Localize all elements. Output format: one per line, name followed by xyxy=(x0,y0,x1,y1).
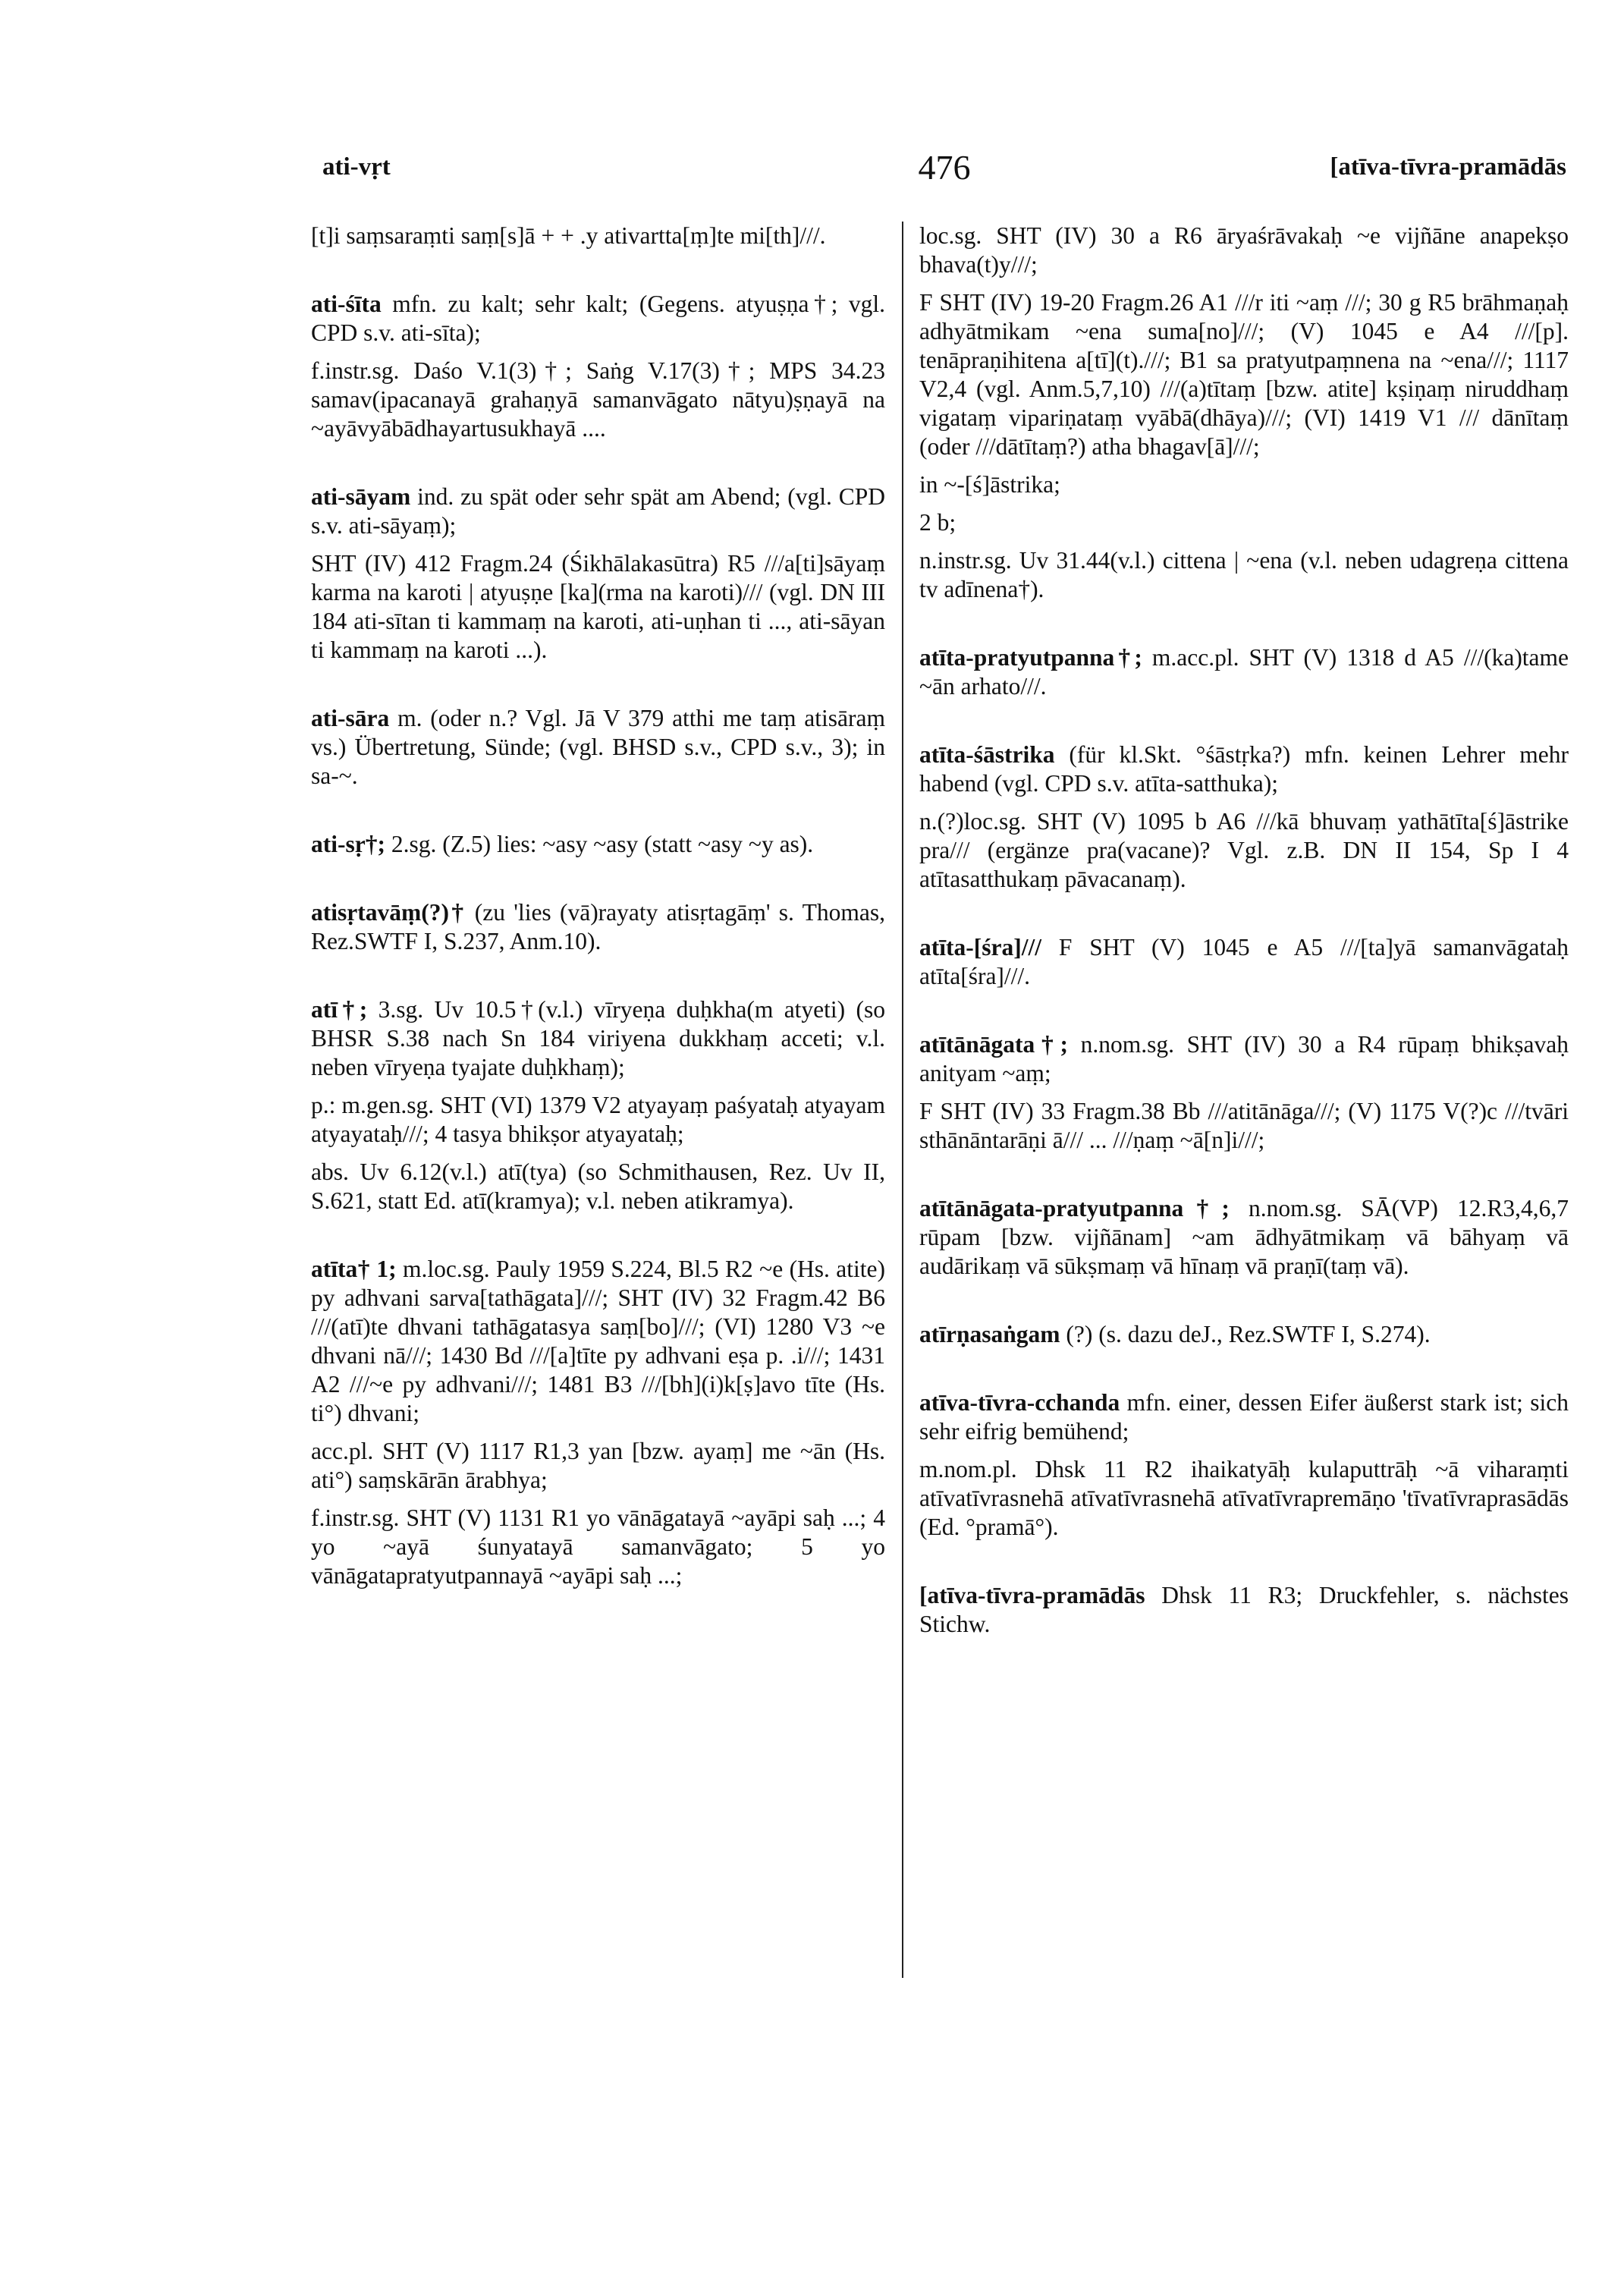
entry-paragraph xyxy=(919,1194,1569,1281)
entry-text: acc.pl. SHT (V) 1117 R1,3 yan [bzw. ayaṃ] me ~ān (Hs. ati°) saṃskārān ārabhya; xyxy=(311,1438,885,1493)
entry-paragraph xyxy=(311,290,885,347)
entry-text: SHT (IV) 412 Fragm.24 (Śikhālakasūtra) R5 ///a[ti]sāyaṃ karma na karoti | atyuṣṇe [ka](rma na karoti)/// (vgl. DN III 184 ati-sītan ti kammaṃ na karoti, ati-uṇhan ti ..., ati-sāyan ti kammaṃ na karoti ...). xyxy=(311,550,885,663)
entry-text: mfn. zu kalt; sehr kalt; (Gegens. atyuṣṇa†; vgl. CPD s.v. ati-sīta); xyxy=(311,291,885,346)
entry-text: mfn. einer, dessen Eifer äußerst stark ist; sich sehr eifrig bemühend; xyxy=(919,1389,1569,1445)
dictionary-entry xyxy=(919,222,1569,604)
entry-paragraph xyxy=(311,898,885,956)
entry-text: p.: m.gen.sg. SHT (VI) 1379 V2 atyayaṃ paśyataḥ atyayam atyayataḥ///; 4 tasya bhikṣor atyayataḥ; xyxy=(311,1092,885,1147)
dictionary-entry xyxy=(919,1388,1569,1542)
dictionary-entry xyxy=(919,1581,1569,1639)
headword: atīta-pratyutpanna†; xyxy=(919,644,1142,671)
dictionary-entry xyxy=(311,222,885,250)
entry-text: F SHT (V) 1045 e A5 ///[ta]yā samanvāgataḥ atīta[śra]///. xyxy=(919,934,1569,989)
dictionary-entry xyxy=(311,483,885,665)
entry-paragraph xyxy=(919,1030,1569,1088)
entry-text: (für kl.Skt. °śāstṛka?) mfn. keinen Lehrer mehr habend (vgl. CPD s.v. atīta-satthuka); xyxy=(919,741,1569,797)
dictionary-entry xyxy=(311,995,885,1215)
entry-text: 2 b; xyxy=(919,509,956,536)
page-number: 476 xyxy=(918,148,971,187)
dictionary-entry xyxy=(311,830,885,859)
entry-text: 3.sg. Uv 10.5†(v.l.) vīryeṇa duḥkha(m atyeti) (so BHSR S.38 nach Sn 184 viriyena dukkhaṃ acceti; v.l. neben vīryeṇa tyajate duḥkhaṃ); xyxy=(311,996,886,1080)
entry-paragraph xyxy=(919,933,1569,991)
headword: atīta-[śra]/// xyxy=(919,934,1041,961)
entry-text: n.instr.sg. Uv 31.44(v.l.) cittena | ~ena (v.l. neben udagreṇa cittena tv adīnena†). xyxy=(919,547,1569,602)
headword: ati-sṛ†; xyxy=(311,831,385,857)
entry-paragraph xyxy=(919,546,1569,604)
entry-paragraph xyxy=(311,1091,885,1149)
headword: atītānāgata†; xyxy=(919,1031,1068,1058)
entry-paragraph xyxy=(919,470,1569,499)
entry-text: m.loc.sg. Pauly 1959 S.224, Bl.5 R2 ~e (Hs. atite) py adhvani sarva[tathāgata]///; SHT (IV) 32 Fragm.42 B6 ///(atī)te dhvani tathāgatasya saṃ[bo]///; (VI) 1280 V3 ~e dhvani nā///; 1430 Bd ///[a]tīte py adhvani eṣa p. .i///; 1431 A2 ///~e py adhvani///; 1481 B3 ///[bh](i)k[ṣ]avo tīte (Hs. ti°) dhvani; xyxy=(311,1256,886,1426)
entry-text: m.acc.pl. SHT (V) 1318 d A5 ///(ka)tame ~ān arhato///. xyxy=(919,644,1569,700)
entry-paragraph xyxy=(311,222,885,250)
page-header xyxy=(322,148,1566,199)
entry-text: (?) (s. dazu deJ., Rez.SWTF I, S.274). xyxy=(1066,1321,1431,1347)
entry-text: m.nom.pl. Dhsk 11 R2 ihaikatyāḥ kulaputtrāḥ ~ā viharaṃti atīvatīvrasnehā atīvatīvrasnehā atīvatīvrapremāṇo 'tīvatīvraprasādās (Ed. °pramā°). xyxy=(919,1456,1569,1540)
running-head-right: [atīva-tīvra-pramādās xyxy=(1330,153,1566,181)
entry-text: n.nom.sg. SĀ(VP) 12.R3,4,6,7 rūpam [bzw. vijñānam] ~am ādhyātmikaṃ vā bāhyaṃ vā audārikaṃ vā sūkṣmaṃ vā hīnaṃ vā praṇī(taṃ vā). xyxy=(919,1195,1569,1279)
headword: atītānāgata-pratyutpanna†; xyxy=(919,1195,1230,1221)
entry-paragraph xyxy=(919,1388,1569,1446)
entry-paragraph xyxy=(311,704,885,791)
entry-paragraph xyxy=(919,222,1569,279)
headword: ati-sāra xyxy=(311,705,390,731)
dictionary-entry xyxy=(311,898,885,956)
entry-paragraph xyxy=(311,1255,885,1428)
entry-text: loc.sg. SHT (IV) 30 a R6 āryaśrāvakaḥ ~e vijñāne anapekṣo bhava(t)y///; xyxy=(919,222,1569,278)
entry-text: [t]i saṃsaraṃti saṃ[s]ā + + .y ativartta[ṃ]te mi[th]///. xyxy=(311,222,826,249)
entry-text: ind. zu spät oder sehr spät am Abend; (vgl. CPD s.v. ati-sāyaṃ); xyxy=(311,483,885,539)
dictionary-entry xyxy=(311,1255,885,1590)
left-column xyxy=(311,222,885,1630)
headword: ati-śīta xyxy=(311,291,382,317)
entry-paragraph xyxy=(919,1581,1569,1639)
headword: atī†; xyxy=(311,996,368,1023)
entry-text: abs. Uv 6.12(v.l.) atī(tya) (so Schmithausen, Rez. Uv II, S.621, statt Ed. atī(kramya); v.l. neben atikramya). xyxy=(311,1159,885,1214)
entry-text: m. (oder n.? Vgl. Jā V 379 atthi me taṃ atisāraṃ vs.) Übertretung, Sünde; (vgl. BHSD s.v., CPD s.v., 3); in sa-~. xyxy=(311,705,885,789)
entry-paragraph xyxy=(919,1097,1569,1155)
entry-paragraph xyxy=(919,288,1569,461)
headword: [atīva-tīvra-pramādās xyxy=(919,1582,1145,1608)
entry-text: F SHT (IV) 19-20 Fragm.26 A1 ///r iti ~aṃ ///; 30 g R5 brāhmaṇaḥ adhyātmikam ~ena suma[no]///; (V) 1045 e A4 ///[p]. tenāpraṇihitena a[tī](t).///; B1 sa pratyutpaṃnena na ~ena///; 1117 V2,4 (vgl. Anm.5,7,10) ///(a)tītaṃ [bzw. atite] kṣiṇaṃ niruddhaṃ vigataṃ vipariṇataṃ vyābā(dhāya)///; (VI) 1419 V1 /// dānītaṃ (oder ///dātītaṃ?) atha bhagav[ā]///; xyxy=(919,289,1569,460)
entry-text: f.instr.sg. SHT (V) 1131 R1 yo vānāgatayā ~ayāpi saḥ ...; 4 yo ~ayā śunyatayā samanvāgato; 5 yo vānāgatapratyutpannayā ~ayāpi saḥ ...; xyxy=(311,1504,885,1589)
entry-paragraph xyxy=(919,1455,1569,1542)
entry-text: 2.sg. (Z.5) lies: ~asy ~asy (statt ~asy ~y as). xyxy=(391,831,814,857)
entry-paragraph xyxy=(311,357,885,443)
running-head-left: ati-vṛt xyxy=(322,153,391,181)
entry-paragraph xyxy=(311,1504,885,1590)
entry-text: Dhsk 11 R3; Druckfehler, s. nächstes Stichw. xyxy=(919,1582,1569,1637)
dictionary-entry xyxy=(919,933,1569,991)
entry-paragraph xyxy=(311,995,885,1082)
entry-text: in ~-[ś]āstrika; xyxy=(919,471,1060,498)
entry-text: n.nom.sg. SHT (IV) 30 a R4 rūpaṃ bhikṣavaḥ anityam ~aṃ; xyxy=(919,1031,1569,1086)
entry-paragraph xyxy=(311,1437,885,1495)
entry-paragraph xyxy=(311,1158,885,1215)
right-column xyxy=(919,222,1569,1678)
headword: atīrṇasaṅgam xyxy=(919,1321,1060,1347)
entry-text: F SHT (IV) 33 Fragm.38 Bb ///atitānāga///; (V) 1175 V(?)c ///tvāri sthānāntarāṇi ā/// ... ///ṇaṃ ~ā[n]i///; xyxy=(919,1098,1569,1153)
headword: atīva-tīvra-cchanda xyxy=(919,1389,1120,1416)
headword: atisṛtavāṃ(?)† xyxy=(311,899,466,926)
headword: ati-sāyam xyxy=(311,483,411,510)
entry-paragraph xyxy=(311,483,885,540)
headword: atīta† 1; xyxy=(311,1256,397,1282)
entry-paragraph xyxy=(311,830,885,859)
dictionary-entry xyxy=(919,1320,1569,1349)
entry-paragraph xyxy=(919,1320,1569,1349)
column-divider xyxy=(902,222,903,1978)
entry-paragraph xyxy=(919,740,1569,798)
entry-paragraph xyxy=(919,807,1569,894)
dictionary-entry xyxy=(919,1194,1569,1281)
entry-text: (zu 'lies (vā)rayaty atisṛtagāṃ' s. Thomas, Rez.SWTF I, S.237, Anm.10). xyxy=(311,899,885,954)
dictionary-entry xyxy=(919,740,1569,894)
headword: atīta-śāstrika xyxy=(919,741,1055,768)
dictionary-entry xyxy=(311,290,885,443)
dictionary-entry xyxy=(919,1030,1569,1155)
entry-paragraph xyxy=(919,643,1569,701)
entry-text: f.instr.sg. Daśo V.1(3)†; Saṅg V.17(3)†; MPS 34.23 samav(ipacanayā grahaṇyā samanvāgato nātyu)ṣṇayā na ~ayāvyābādhayartusukhayā .... xyxy=(311,357,885,442)
dictionary-entry xyxy=(919,643,1569,701)
entry-text: n.(?)loc.sg. SHT (V) 1095 b A6 ///kā bhuvaṃ yathātīta[ś]āstrike pra/// (ergänze pra(vacane)? Vgl. z.B. DN II 154, Sp I 4 atītasatthukaṃ pāvacanaṃ). xyxy=(919,808,1569,892)
entry-paragraph xyxy=(919,508,1569,537)
dictionary-entry xyxy=(311,704,885,791)
entry-paragraph xyxy=(311,549,885,665)
